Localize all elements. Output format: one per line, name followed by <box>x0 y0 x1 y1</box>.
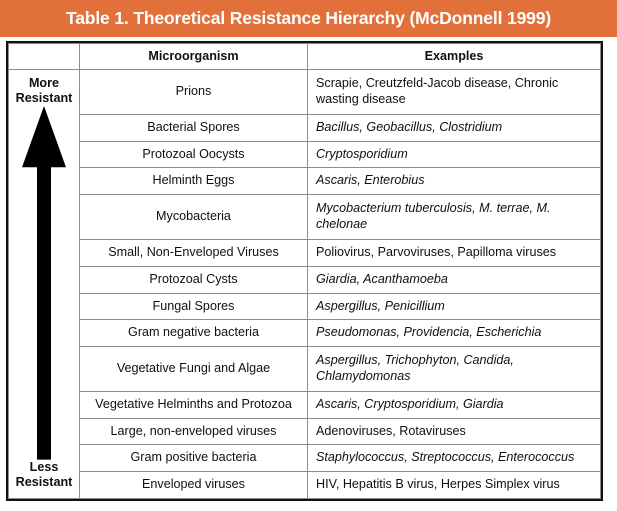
cell-microorganism: Vegetative Helminths and Protozoa <box>80 392 308 419</box>
table-row <box>9 293 601 320</box>
table-row <box>9 168 601 195</box>
resistance-hierarchy-table <box>8 43 601 499</box>
table-row <box>9 141 601 168</box>
column-header-examples: Examples <box>308 44 601 70</box>
table-row <box>9 445 601 472</box>
table-row <box>9 115 601 142</box>
table-row <box>9 392 601 419</box>
cell-examples: Ascaris, Enterobius <box>308 168 601 195</box>
cell-examples: Cryptosporidium <box>308 141 601 168</box>
table-body <box>9 70 601 499</box>
table-row <box>9 70 601 115</box>
cell-microorganism: Protozoal Cysts <box>80 266 308 293</box>
table-row <box>9 240 601 267</box>
table-frame <box>6 41 603 501</box>
more-resistant-label <box>16 76 73 106</box>
header-row <box>9 44 601 70</box>
column-header-resistance-axis <box>9 44 80 70</box>
more-resistant-label-line1: More <box>28 76 60 90</box>
cell-examples: Pseudomonas, Providencia, Escherichia <box>308 320 601 347</box>
table-row <box>9 195 601 240</box>
cell-examples: HIV, Hepatitis B virus, Herpes Simplex virus <box>308 472 601 499</box>
less-resistant-label <box>16 460 73 490</box>
table-row <box>9 266 601 293</box>
cell-microorganism: Enveloped viruses <box>80 472 308 499</box>
cell-microorganism: Fungal Spores <box>80 293 308 320</box>
resistance-axis-cell <box>9 70 80 499</box>
cell-microorganism: Gram positive bacteria <box>80 445 308 472</box>
cell-microorganism: Helminth Eggs <box>80 168 308 195</box>
cell-examples: Adenoviruses, Rotaviruses <box>308 418 601 445</box>
cell-examples: Ascaris, Cryptosporidium, Giardia <box>308 392 601 419</box>
cell-examples: Mycobacterium tuberculosis, M. terrae, M. chelonae <box>308 195 601 240</box>
column-header-microorganism: Microorganism <box>80 44 308 70</box>
cell-examples: Aspergillus, Penicillium <box>308 293 601 320</box>
table-header <box>9 44 601 70</box>
table-caption-text: Table 1. Theoretical Resistance Hierarchy (McDonnell 1999) <box>65 7 552 28</box>
cell-microorganism: Protozoal Oocysts <box>80 141 308 168</box>
cell-examples: Giardia, Acanthamoeba <box>308 266 601 293</box>
table-row <box>9 346 601 391</box>
table-row <box>9 472 601 499</box>
cell-microorganism: Large, non-enveloped viruses <box>80 418 308 445</box>
cell-microorganism: Vegetative Fungi and Algae <box>80 346 308 391</box>
up-arrow-icon <box>9 106 79 460</box>
cell-microorganism: Prions <box>80 70 308 115</box>
cell-microorganism: Mycobacteria <box>80 195 308 240</box>
cell-examples: Bacillus, Geobacillus, Clostridium <box>308 115 601 142</box>
less-resistant-label-line1: Less <box>29 459 59 474</box>
cell-examples: Aspergillus, Trichophyton, Candida, Chlamydomonas <box>308 346 601 391</box>
table-row <box>9 320 601 347</box>
cell-microorganism: Gram negative bacteria <box>80 320 308 347</box>
less-resistant-label-line2: Resistant <box>15 474 73 489</box>
cell-microorganism: Small, Non-Enveloped Viruses <box>80 240 308 267</box>
table-caption-bar <box>0 0 617 37</box>
table-row <box>9 418 601 445</box>
cell-examples: Staphylococcus, Streptococcus, Enterococcus <box>308 445 601 472</box>
cell-examples: Poliovirus, Parvoviruses, Papilloma viruses <box>308 240 601 267</box>
cell-microorganism: Bacterial Spores <box>80 115 308 142</box>
more-resistant-label-line2: Resistant <box>15 91 73 106</box>
cell-examples: Scrapie, Creutzfeld-Jacob disease, Chronic wasting disease <box>308 70 601 115</box>
